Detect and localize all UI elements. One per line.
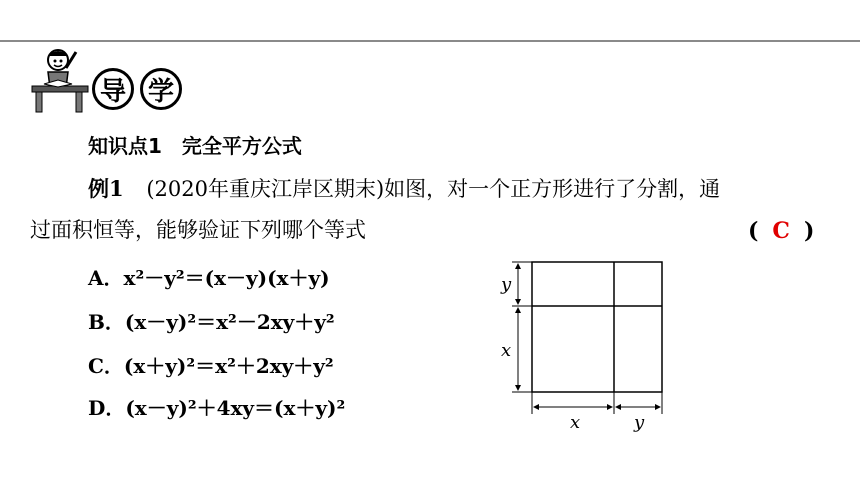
- answer-bracket: ( C ): [748, 218, 815, 244]
- label-x-left: x: [501, 340, 512, 361]
- logo-char-xue: 学: [140, 68, 182, 110]
- square-partition-diagram: [492, 252, 682, 442]
- example-text-2: 过面积恒等，能够验证下列哪个等式: [30, 218, 366, 242]
- option-d[interactable]: D．(x－y)²＋4xy＝(x＋y)²: [88, 396, 346, 420]
- outer-square: [532, 262, 662, 392]
- label-y-left: y: [501, 274, 512, 295]
- example-label: 例1: [88, 176, 124, 201]
- option-a[interactable]: A．x²－y²＝(x－y)(x＋y): [88, 266, 330, 290]
- logo-char-dao: 导: [92, 68, 134, 110]
- top-divider: [0, 40, 860, 42]
- example-text-1: (2020年重庆江岸区期末)如图，对一个正方形进行了分割，通: [146, 177, 721, 201]
- answer-value: C: [772, 218, 790, 244]
- option-b[interactable]: B．(x－y)²＝x²－2xy＋y²: [88, 310, 335, 334]
- knowledge-title: 知识点1 完全平方公式: [88, 134, 302, 158]
- label-x-bottom: x: [570, 412, 581, 433]
- example-line-1: [88, 178, 720, 200]
- option-c[interactable]: C．(x＋y)²＝x²＋2xy＋y²: [88, 354, 334, 378]
- label-y-bottom: y: [634, 412, 645, 433]
